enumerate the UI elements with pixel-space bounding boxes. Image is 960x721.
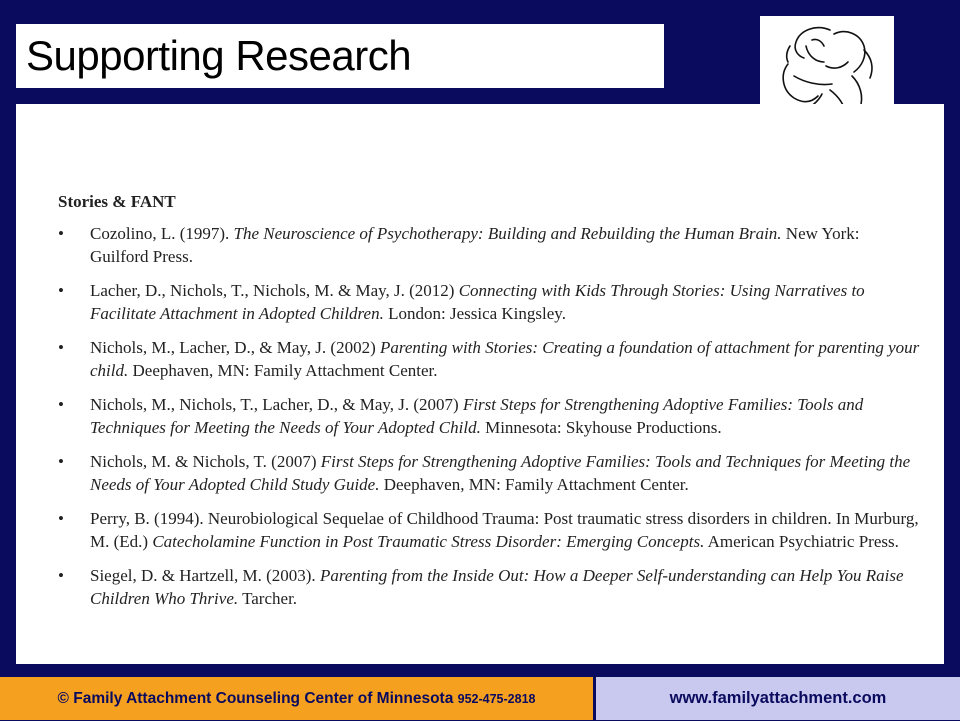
footer-org-bar [0, 677, 593, 720]
reference-authors: Nichols, M. & Nichols, T. (2007) [90, 452, 321, 471]
reference-item [58, 450, 922, 496]
page-title: Supporting Research [26, 32, 412, 79]
reference-authors: Nichols, M., Nichols, T., Lacher, D., & May, J. (2007) [90, 395, 463, 414]
reference-title: Parenting with Stories: Creating a foundation of attachment for parenting your child. [90, 338, 920, 380]
reference-item [58, 222, 922, 268]
bullet-icon: • [58, 338, 64, 357]
reference-item [58, 336, 922, 382]
reference-publisher: London: Jessica Kingsley. [383, 304, 566, 323]
reference-title: Parenting from the Inside Out: How a Deeper Self-understanding can Help You Raise Children Who Thrive. [90, 566, 904, 608]
footer-website: www.familyattachment.com [669, 689, 887, 707]
reference-title: The Neuroscience of Psychotherapy: Building and Rebuilding the Human Brain. [233, 224, 782, 243]
reference-item [58, 507, 922, 553]
reference-authors: Cozolino, L. (1997). [90, 224, 234, 243]
footer-org: © Family Attachment Counseling Center of Minnesota [57, 690, 458, 707]
reference-list [58, 222, 922, 610]
footer-phone: 952-475-2818 [457, 692, 536, 706]
bullet-icon: • [58, 566, 64, 585]
reference-publisher: Deephaven, MN: Family Attachment Center. [128, 361, 438, 380]
reference-item [58, 393, 922, 439]
bullet-icon: • [58, 452, 64, 471]
reference-authors: Nichols, M., Lacher, D., & May, J. (2002) [90, 338, 380, 357]
footer-website-bar [596, 677, 960, 720]
reference-title: First Steps for Strengthening Adoptive Families: Tools and Techniques for Meeting the Needs of Your Adopted Child Study Guide. [90, 452, 911, 494]
reference-title: Catecholamine Function in Post Traumatic Stress Disorder: Emerging Concepts. [152, 532, 705, 551]
reference-publisher: Tarcher. [238, 589, 298, 608]
reference-title: Connecting with Kids Through Stories: Using Narratives to Facilitate Attachment in Adopted Children. [90, 281, 865, 323]
section-heading: Stories & FANT [58, 192, 176, 211]
title-box [16, 24, 664, 88]
bullet-icon: • [58, 395, 64, 414]
reference-item [58, 564, 922, 610]
reference-authors: Siegel, D. & Hartzell, M. (2003). [90, 566, 320, 585]
reference-authors: Lacher, D., Nichols, T., Nichols, M. & May, J. (2012) [90, 281, 459, 300]
bullet-icon: • [58, 224, 64, 243]
reference-title: First Steps for Strengthening Adoptive Families: Tools and Techniques for Meeting the Needs of Your Adopted Child. [90, 395, 864, 437]
bullet-icon: • [58, 509, 64, 528]
reference-item [58, 279, 922, 325]
reference-publisher: American Psychiatric Press. [704, 532, 899, 551]
content-panel [16, 104, 944, 664]
reference-publisher: New York: Guilford Press. [90, 224, 860, 266]
reference-publisher: Minnesota: Skyhouse Productions. [480, 418, 722, 437]
reference-authors: Perry, B. (1994). Neurobiological Sequelae of Childhood Trauma: Post traumatic stress disorders in children. In Murburg, M. (Ed.) [90, 509, 919, 551]
bullet-icon: • [58, 281, 64, 300]
reference-publisher: Deephaven, MN: Family Attachment Center. [379, 475, 689, 494]
